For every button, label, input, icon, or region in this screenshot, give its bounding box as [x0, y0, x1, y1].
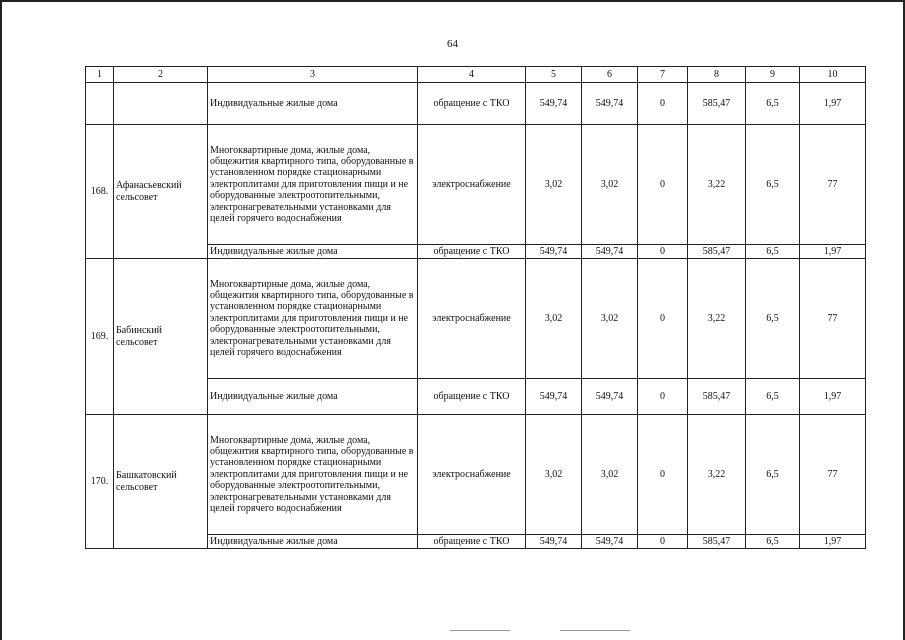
- header-cell: 5: [526, 67, 582, 83]
- header-cell: 1: [86, 67, 114, 83]
- value-cell: 549,74: [582, 245, 638, 259]
- page-number: 64: [447, 38, 458, 50]
- consumer-cell: Многоквартирные дома, жилые дома, общежития квартирного типа, оборудованные в установленном порядке стационарными электроплитами для приготовления пищи и не оборудованные электроотопительными, электронагревательными установками для целей горячего водоснабжения: [208, 259, 418, 379]
- service-cell: обращение с ТКО: [418, 245, 526, 259]
- value-cell: 3,22: [688, 125, 746, 245]
- scan-artifact-line: [450, 630, 510, 631]
- value-cell: 0: [638, 245, 688, 259]
- value-cell: 77: [800, 125, 866, 245]
- value-cell: 1,97: [800, 83, 866, 125]
- header-cell: 3: [208, 67, 418, 83]
- value-cell: 549,74: [582, 83, 638, 125]
- value-cell: 3,22: [688, 415, 746, 535]
- value-cell: 1,97: [800, 535, 866, 549]
- value-cell: 549,74: [582, 379, 638, 415]
- entity-name-cell: Башкатовский сельсовет: [114, 415, 208, 549]
- service-cell: электроснабжение: [418, 259, 526, 379]
- table-row: [86, 415, 866, 535]
- value-cell: 77: [800, 415, 866, 535]
- value-cell: 6,5: [746, 379, 800, 415]
- value-cell: 6,5: [746, 125, 800, 245]
- tariff-table: [85, 66, 866, 549]
- value-cell: 3,02: [582, 259, 638, 379]
- value-cell: 0: [638, 83, 688, 125]
- value-cell: 1,97: [800, 245, 866, 259]
- value-cell: 3,02: [526, 415, 582, 535]
- row-number-cell: [86, 83, 114, 125]
- value-cell: 0: [638, 379, 688, 415]
- service-cell: обращение с ТКО: [418, 379, 526, 415]
- row-number-cell: 169.: [86, 259, 114, 415]
- value-cell: 549,74: [526, 535, 582, 549]
- value-cell: 0: [638, 259, 688, 379]
- value-cell: 549,74: [526, 245, 582, 259]
- row-number-cell: 168.: [86, 125, 114, 259]
- table-row: [86, 125, 866, 245]
- entity-name-cell: Афанасьевский сельсовет: [114, 125, 208, 259]
- header-cell: 2: [114, 67, 208, 83]
- consumer-cell: Индивидуальные жилые дома: [208, 379, 418, 415]
- consumer-cell: Многоквартирные дома, жилые дома, общежития квартирного типа, оборудованные в установленном порядке стационарными электроплитами для приготовления пищи и не оборудованные электроотопительными, электронагревательными установками для целей горячего водоснабжения: [208, 415, 418, 535]
- table-row: [86, 83, 866, 125]
- value-cell: 0: [638, 415, 688, 535]
- value-cell: 0: [638, 125, 688, 245]
- value-cell: 3,02: [582, 415, 638, 535]
- value-cell: 3,02: [526, 125, 582, 245]
- row-number-cell: 170.: [86, 415, 114, 549]
- entity-name-cell: [114, 83, 208, 125]
- scan-edge-left: [0, 0, 2, 640]
- header-cell: 10: [800, 67, 866, 83]
- header-cell: 4: [418, 67, 526, 83]
- header-cell: 9: [746, 67, 800, 83]
- value-cell: 3,02: [526, 259, 582, 379]
- service-cell: обращение с ТКО: [418, 535, 526, 549]
- scan-edge-top: [0, 0, 905, 2]
- value-cell: 549,74: [526, 83, 582, 125]
- value-cell: 3,22: [688, 259, 746, 379]
- consumer-cell: Индивидуальные жилые дома: [208, 83, 418, 125]
- service-cell: электроснабжение: [418, 125, 526, 245]
- header-cell: 7: [638, 67, 688, 83]
- value-cell: 6,5: [746, 83, 800, 125]
- value-cell: 1,97: [800, 379, 866, 415]
- value-cell: 6,5: [746, 259, 800, 379]
- entity-name-cell: Бабинский сельсовет: [114, 259, 208, 415]
- consumer-cell: Индивидуальные жилые дома: [208, 245, 418, 259]
- value-cell: 585,47: [688, 379, 746, 415]
- value-cell: 549,74: [582, 535, 638, 549]
- service-cell: обращение с ТКО: [418, 83, 526, 125]
- scan-artifact-line: [560, 630, 630, 631]
- table-header-row: [86, 67, 866, 83]
- value-cell: 585,47: [688, 83, 746, 125]
- table-row: [86, 259, 866, 379]
- value-cell: 6,5: [746, 245, 800, 259]
- value-cell: 549,74: [526, 379, 582, 415]
- value-cell: 585,47: [688, 535, 746, 549]
- header-cell: 8: [688, 67, 746, 83]
- service-cell: электроснабжение: [418, 415, 526, 535]
- value-cell: 77: [800, 259, 866, 379]
- header-cell: 6: [582, 67, 638, 83]
- value-cell: 585,47: [688, 245, 746, 259]
- value-cell: 6,5: [746, 535, 800, 549]
- consumer-cell: Многоквартирные дома, жилые дома, общежития квартирного типа, оборудованные в установленном порядке стационарными электроплитами для приготовления пищи и не оборудованные электроотопительными, электронагревательными установками для целей горячего водоснабжения: [208, 125, 418, 245]
- value-cell: 3,02: [582, 125, 638, 245]
- value-cell: 0: [638, 535, 688, 549]
- consumer-cell: Индивидуальные жилые дома: [208, 535, 418, 549]
- value-cell: 6,5: [746, 415, 800, 535]
